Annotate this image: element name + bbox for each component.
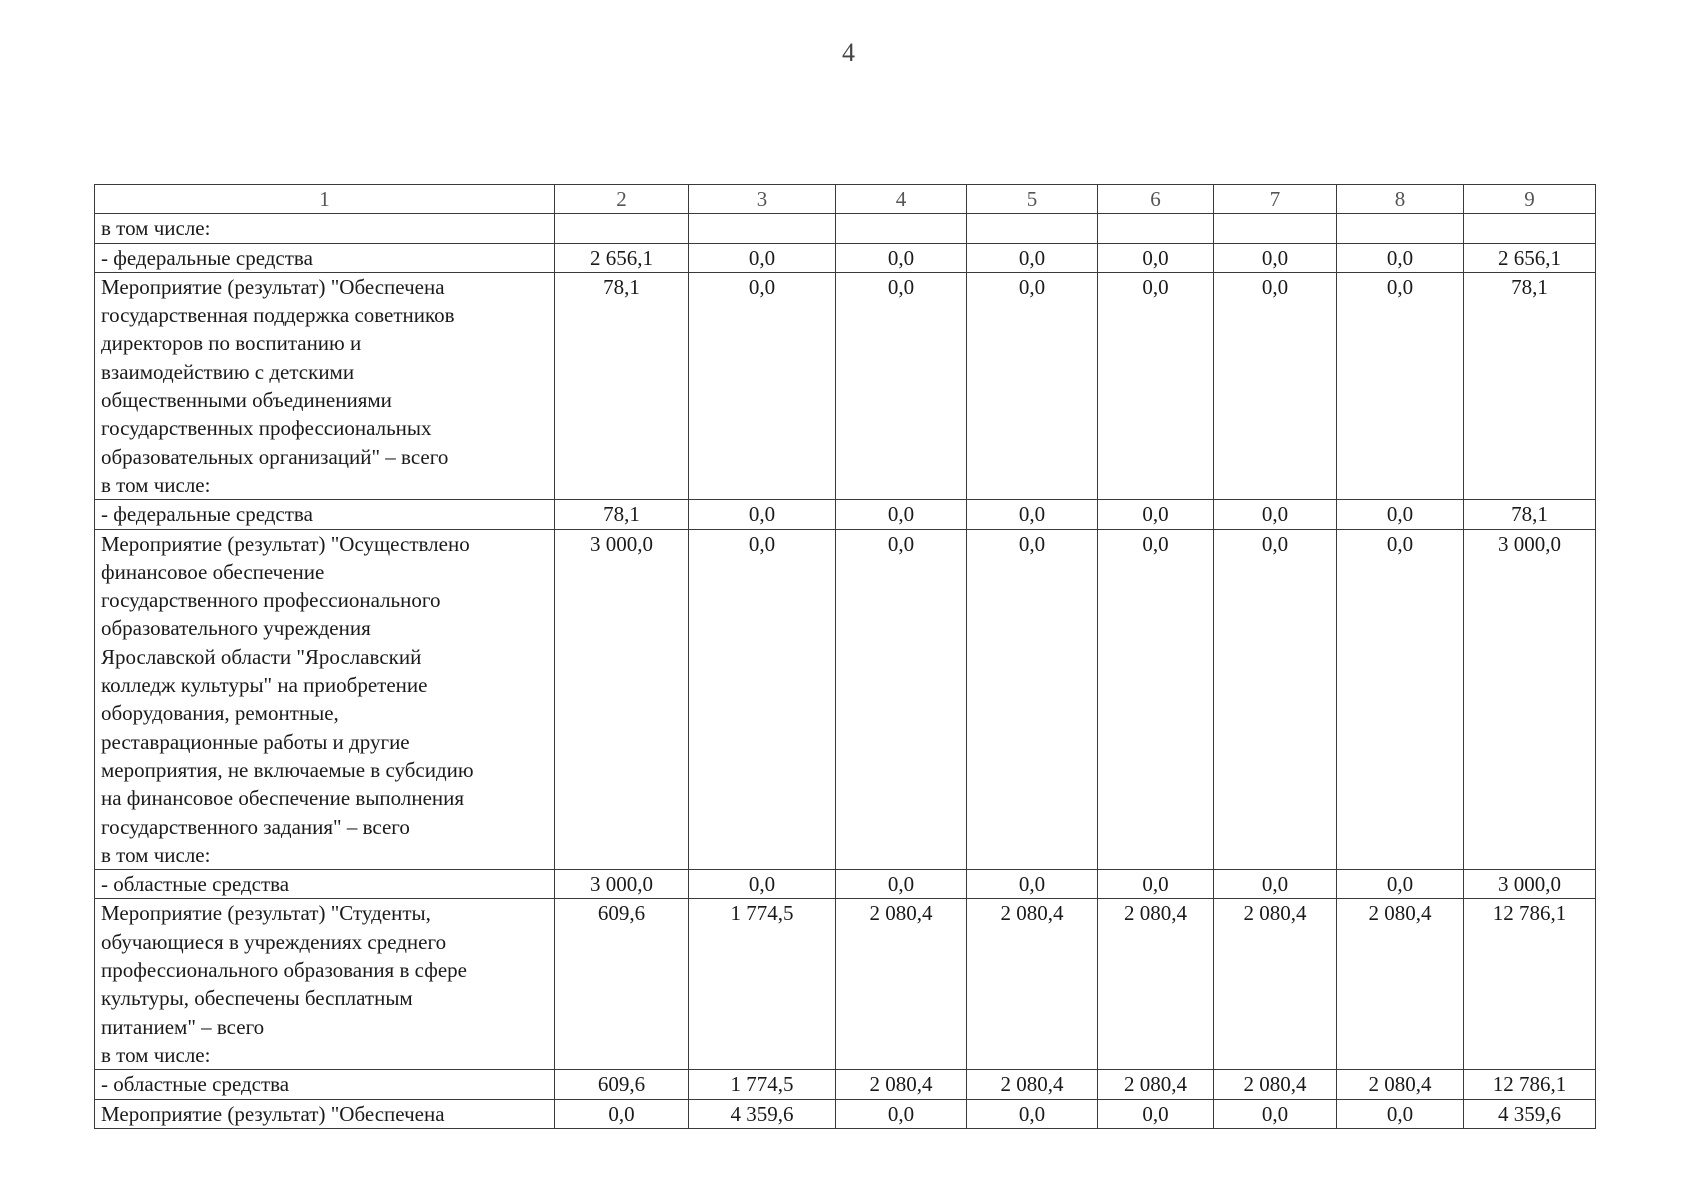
header-cell: 2 — [555, 185, 689, 214]
header-cell: 7 — [1214, 185, 1337, 214]
value-cell: 2 080,4 — [1214, 899, 1337, 1070]
value-cell: 0,0 — [967, 243, 1098, 272]
value-cell: 2 080,4 — [1098, 1070, 1214, 1099]
value-cell: 12 786,1 — [1464, 1070, 1596, 1099]
value-cell: 0,0 — [689, 529, 836, 870]
value-cell: 0,0 — [1214, 1099, 1337, 1128]
table-row — [95, 243, 1596, 272]
value-cell: 2 080,4 — [1214, 1070, 1337, 1099]
row-label: в том числе: — [95, 214, 555, 243]
value-cell: 12 786,1 — [1464, 899, 1596, 1070]
value-cell: 0,0 — [1337, 870, 1464, 899]
value-cell: 0,0 — [1098, 529, 1214, 870]
value-cell: 0,0 — [1337, 243, 1464, 272]
value-cell — [555, 214, 689, 243]
table-header-row — [95, 185, 1596, 214]
row-label: Мероприятие (результат) "Обеспечена — [95, 1099, 555, 1128]
value-cell: 0,0 — [689, 870, 836, 899]
page-number: 4 — [842, 38, 855, 67]
table-row — [95, 272, 1596, 499]
value-cell: 78,1 — [1464, 272, 1596, 499]
row-label: Мероприятие (результат) "Обеспечена государственная поддержка советников директоров по воспитанию и взаимодействию с детскими общественными объединениями государственных профессиональных образовательных организаций" – всего в том числе: — [95, 272, 555, 499]
value-cell: 0,0 — [1098, 272, 1214, 499]
header-cell: 5 — [967, 185, 1098, 214]
value-cell: 0,0 — [1337, 272, 1464, 499]
value-cell: 78,1 — [1464, 500, 1596, 529]
value-cell: 2 080,4 — [1337, 1070, 1464, 1099]
header-cell: 3 — [689, 185, 836, 214]
value-cell: 0,0 — [967, 272, 1098, 499]
value-cell: 0,0 — [1214, 243, 1337, 272]
value-cell — [1214, 214, 1337, 243]
value-cell: 2 080,4 — [836, 1070, 967, 1099]
value-cell: 0,0 — [1214, 870, 1337, 899]
value-cell: 3 000,0 — [1464, 529, 1596, 870]
value-cell — [689, 214, 836, 243]
value-cell: 0,0 — [1337, 1099, 1464, 1128]
value-cell: 0,0 — [836, 529, 967, 870]
value-cell: 4 359,6 — [689, 1099, 836, 1128]
value-cell: 3 000,0 — [555, 529, 689, 870]
row-label: Мероприятие (результат) "Осуществлено финансовое обеспечение государственного профессионального образовательного учреждения Ярославской области "Ярославский колледж культуры" на приобретение оборудования, ремонтные, реставрационные работы и другие мероприятия, не включаемые в субсидию на финансовое обеспечение выполнения государственного задания" – всего в том числе: — [95, 529, 555, 870]
value-cell: 0,0 — [689, 243, 836, 272]
table-row — [95, 214, 1596, 243]
value-cell: 0,0 — [836, 272, 967, 499]
table-row — [95, 1099, 1596, 1128]
value-cell: 3 000,0 — [1464, 870, 1596, 899]
value-cell: 0,0 — [967, 529, 1098, 870]
value-cell: 1 774,5 — [689, 1070, 836, 1099]
value-cell: 4 359,6 — [1464, 1099, 1596, 1128]
value-cell: 0,0 — [967, 500, 1098, 529]
value-cell: 2 656,1 — [1464, 243, 1596, 272]
value-cell: 0,0 — [836, 870, 967, 899]
value-cell: 0,0 — [1214, 529, 1337, 870]
value-cell: 0,0 — [1337, 500, 1464, 529]
value-cell — [1337, 214, 1464, 243]
value-cell — [967, 214, 1098, 243]
value-cell: 0,0 — [836, 1099, 967, 1128]
value-cell: 609,6 — [555, 1070, 689, 1099]
value-cell: 78,1 — [555, 500, 689, 529]
value-cell: 0,0 — [689, 500, 836, 529]
value-cell: 0,0 — [1337, 529, 1464, 870]
value-cell: 2 080,4 — [967, 1070, 1098, 1099]
value-cell — [1464, 214, 1596, 243]
value-cell: 2 080,4 — [1337, 899, 1464, 1070]
value-cell: 3 000,0 — [555, 870, 689, 899]
value-cell: 0,0 — [689, 272, 836, 499]
value-cell: 2 080,4 — [836, 899, 967, 1070]
value-cell: 0,0 — [1214, 272, 1337, 499]
value-cell: 609,6 — [555, 899, 689, 1070]
value-cell: 2 656,1 — [555, 243, 689, 272]
row-label: - федеральные средства — [95, 500, 555, 529]
value-cell: 0,0 — [1214, 500, 1337, 529]
value-cell: 0,0 — [1098, 870, 1214, 899]
value-cell — [1098, 214, 1214, 243]
table-row — [95, 1070, 1596, 1099]
value-cell: 0,0 — [836, 243, 967, 272]
header-cell: 8 — [1337, 185, 1464, 214]
value-cell: 0,0 — [1098, 1099, 1214, 1128]
value-cell: 0,0 — [1098, 243, 1214, 272]
value-cell: 2 080,4 — [1098, 899, 1214, 1070]
header-cell: 1 — [95, 185, 555, 214]
value-cell: 0,0 — [1098, 500, 1214, 529]
value-cell: 0,0 — [967, 1099, 1098, 1128]
value-cell: 0,0 — [967, 870, 1098, 899]
value-cell: 0,0 — [555, 1099, 689, 1128]
table-row — [95, 500, 1596, 529]
value-cell: 78,1 — [555, 272, 689, 499]
row-label: - областные средства — [95, 870, 555, 899]
row-label: - областные средства — [95, 1070, 555, 1099]
header-cell: 6 — [1098, 185, 1214, 214]
table-row — [95, 899, 1596, 1070]
header-cell: 9 — [1464, 185, 1596, 214]
value-cell — [836, 214, 967, 243]
header-cell: 4 — [836, 185, 967, 214]
row-label: - федеральные средства — [95, 243, 555, 272]
budget-table — [94, 184, 1596, 1129]
value-cell: 0,0 — [836, 500, 967, 529]
value-cell: 2 080,4 — [967, 899, 1098, 1070]
value-cell: 1 774,5 — [689, 899, 836, 1070]
table-row — [95, 529, 1596, 870]
table-row — [95, 870, 1596, 899]
row-label: Мероприятие (результат) "Студенты, обучающиеся в учреждениях среднего профессионального образования в сфере культуры, обеспечены бесплатным питанием" – всего в том числе: — [95, 899, 555, 1070]
